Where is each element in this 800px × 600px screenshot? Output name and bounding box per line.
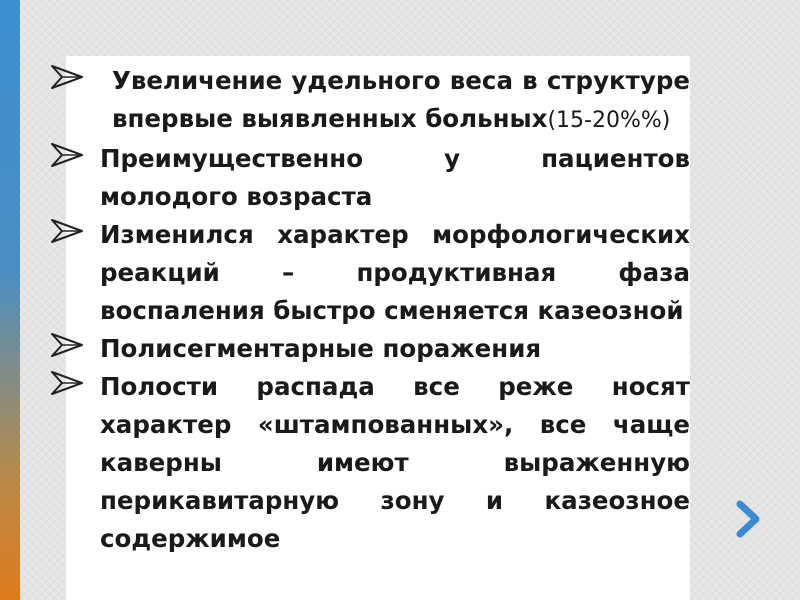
arrow-bullet-icon [50,216,90,254]
bullet-item [50,140,690,216]
bullet-item [50,330,690,368]
bullet-note: (15-20%%) [547,108,671,133]
bullet-item [50,216,690,330]
arrow-bullet-icon [50,140,90,178]
bullet-text: Изменился характер морфологических реакций – продуктивная фаза воспаления быстро сменяется казеозной [100,220,690,325]
arrow-bullet-icon [50,330,90,368]
bullet-item [50,62,690,140]
arrow-bullet-icon [50,62,90,100]
bullet-text: Преимущественно у пациентов молодого возраста [100,144,690,211]
chevron-right-icon[interactable] [730,498,766,540]
bullet-text: Полисегментарные поражения [100,334,542,363]
bullet-item [50,368,690,558]
bullet-text: Увеличение удельного веса в структуре впервые выявленных больных [112,66,690,133]
accent-side-bar [0,0,20,600]
bullet-list [50,62,690,558]
bullet-text: Полости распада все реже носят характер «штампованных», все чаще каверны имеют выраженную перикавитарную зону и казеозное содержимое [100,372,690,553]
arrow-bullet-icon [50,368,90,406]
